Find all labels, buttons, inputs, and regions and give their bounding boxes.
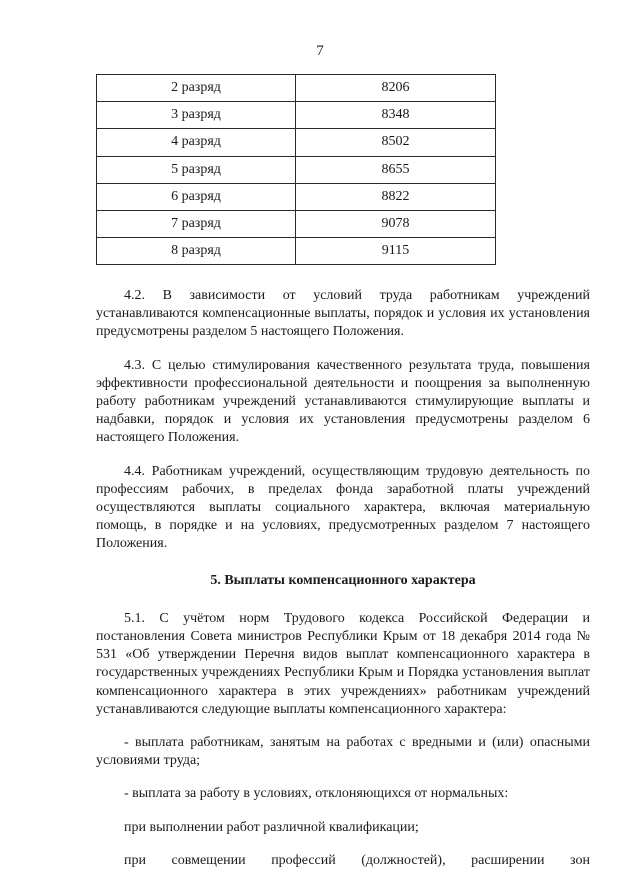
category-cell: 6 разряд — [97, 183, 296, 210]
list-item-different-qualification: при выполнении работ различной квалификации; — [124, 819, 419, 835]
truncated-last-line — [96, 852, 590, 870]
last-line-word: расширении — [471, 852, 545, 868]
category-cell: 4 разряд — [97, 129, 296, 156]
document-body — [96, 287, 590, 870]
category-cell: 7 разряд — [97, 210, 296, 237]
last-line-word: зон — [570, 852, 590, 868]
amount-cell: 8348 — [296, 102, 496, 129]
amount-cell: 8502 — [296, 129, 496, 156]
category-cell: 5 разряд — [97, 156, 296, 183]
section-5-heading: 5. Выплаты компенсационного характера — [210, 572, 476, 588]
table-row — [97, 156, 496, 183]
last-line-word: профессий — [271, 852, 336, 868]
table-row — [97, 75, 496, 102]
paragraph-4-3: 4.3. С целью стимулирования качественного результата труда, повышения эффективности профессиональной деятельности и поощрения за выполненную работу работникам учреждений устанавливаются стимулирующие выплаты и надбавки, порядок и условия их установления предусмотрены разделом 6 настоящего Положения. — [96, 357, 590, 446]
amount-cell: 8206 — [296, 75, 496, 102]
table-row — [97, 129, 496, 156]
rates-table — [96, 74, 496, 265]
amount-cell: 9078 — [296, 210, 496, 237]
amount-cell: 9115 — [296, 238, 496, 265]
amount-cell: 8822 — [296, 183, 496, 210]
table-row — [97, 183, 496, 210]
category-cell: 2 разряд — [97, 75, 296, 102]
table-row — [97, 102, 496, 129]
paragraph-4-4: 4.4. Работникам учреждений, осуществляющим трудовую деятельность по профессиям рабочих, в пределах фонда заработной платы учреждений осуществляются выплаты социального характера, включая материальную помощь, в порядке и на условиях, предусмотренных разделом 7 настоящего Положения. — [96, 463, 590, 552]
table-row — [97, 238, 496, 265]
amount-cell: 8655 — [296, 156, 496, 183]
page-number: 7 — [316, 43, 324, 59]
list-item-harmful-conditions: - выплата работникам, занятым на работах с вредными и (или) опасными условиями труда; — [96, 735, 590, 769]
last-line-word: (должностей), — [361, 852, 446, 868]
last-line-word: совмещении — [171, 852, 246, 868]
list-item-deviating-conditions: - выплата за работу в условиях, отклоняющихся от нормальных: — [124, 786, 509, 802]
last-line-word: при — [124, 852, 146, 868]
paragraph-4-2: 4.2. В зависимости от условий труда работникам учреждений устанавливаются компенсационные выплаты, порядок и условия их установления предусмотрены разделом 5 настоящего Положения. — [96, 288, 590, 340]
table-row — [97, 210, 496, 237]
paragraph-5-1: 5.1. С учётом норм Трудового кодекса Российской Федерации и постановления Совета министров Республики Крым от 18 декабря 2014 года № 531 «Об утверждении Перечня видов выплат компенсационного характера в государственных учреждениях Республики Крым и Порядка установления выплат компенсационного характера в этих учреждениях» работникам учреждений устанавливаются следующие выплаты компенсационного характера: — [96, 610, 590, 717]
category-cell: 3 разряд — [97, 102, 296, 129]
category-cell: 8 разряд — [97, 238, 296, 265]
